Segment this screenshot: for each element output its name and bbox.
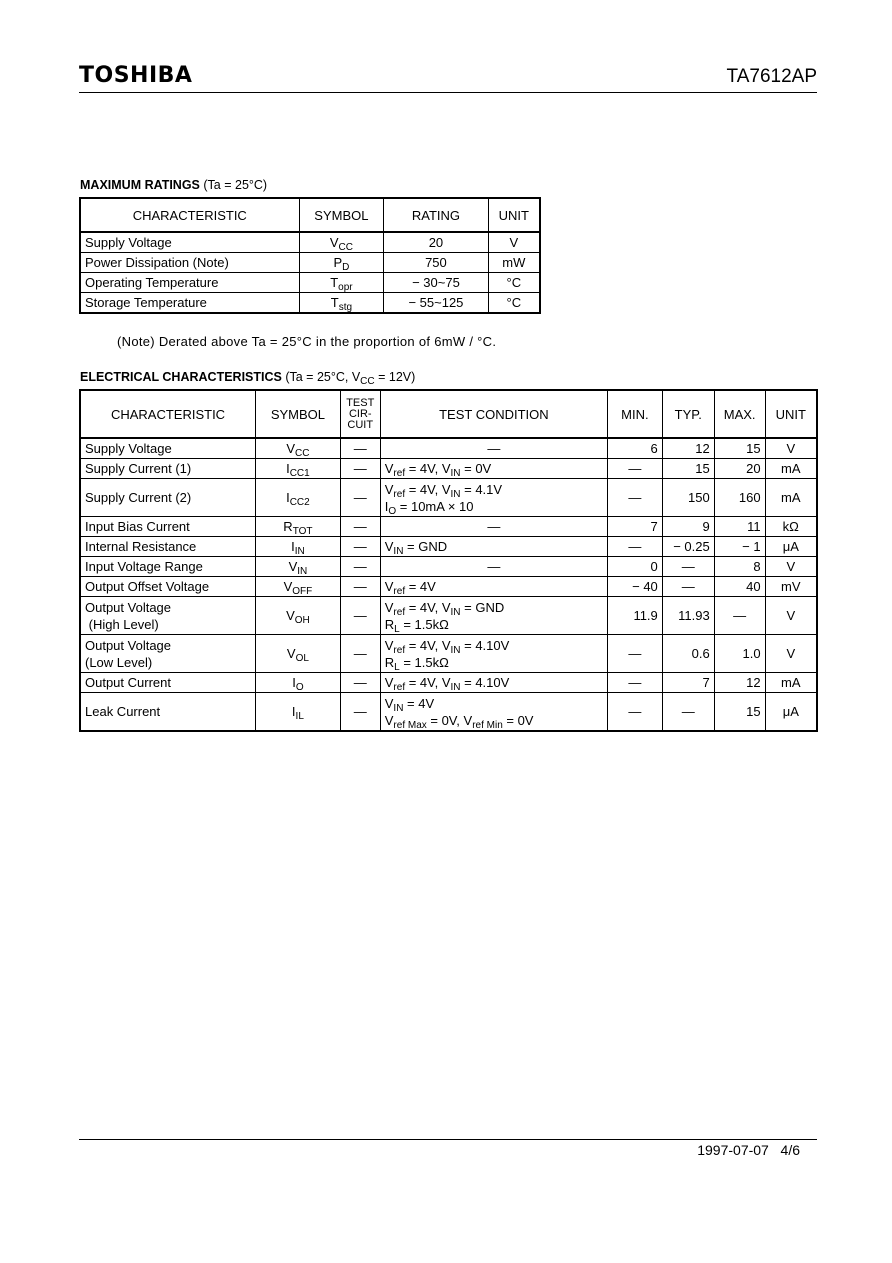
table-row — [80, 517, 817, 537]
cell-characteristic: Leak Current — [80, 693, 256, 732]
cell-condition: $V_{ref} = 4V$, $V_{IN}$ = GND $R_L = 1.5k\Omega$ — [380, 597, 607, 635]
part-number: TA7612AP — [726, 66, 817, 87]
col-symbol: SYMBOL — [299, 198, 384, 232]
derating-note: (Note) Derated above Ta = 25°C in the proportion of 6mW / °C. — [117, 334, 497, 349]
cell-max: 15 — [714, 438, 765, 459]
cell-circuit: — — [340, 597, 380, 635]
cell-unit: V — [765, 635, 817, 673]
table-row — [80, 459, 817, 479]
cell-unit: °C — [488, 293, 540, 314]
table-row — [80, 273, 540, 293]
cell-condition: $V_{ref} = 4V$, $V_{IN} = 4.1V$ $I_O = 10mA \times 10$ — [380, 479, 607, 517]
table-header-row — [80, 198, 540, 232]
footer-date: 1997-07-07 — [697, 1142, 769, 1158]
cell-typ: 0.6 — [662, 635, 714, 673]
cell-symbol: $V_{OH}$ — [256, 597, 341, 635]
cell-symbol: $R_{TOT}$ — [256, 517, 341, 537]
table-row — [80, 253, 540, 273]
cell-condition: $V_{ref} = 4V$ — [380, 577, 607, 597]
cell-circuit: — — [340, 635, 380, 673]
table-row — [80, 597, 817, 635]
cell-circuit: — — [340, 693, 380, 732]
cell-typ: − 0.25 — [662, 537, 714, 557]
cell-unit: μA — [765, 693, 817, 732]
cell-characteristic: Output Current — [80, 673, 256, 693]
table-header-row — [80, 390, 817, 438]
page-header — [79, 62, 817, 93]
cell-min: 0 — [607, 557, 662, 577]
cell-rating: 750 — [384, 253, 488, 273]
cell-typ: 12 — [662, 438, 714, 459]
table-row — [80, 232, 540, 253]
cell-max: − 1 — [714, 537, 765, 557]
cell-unit: μA — [765, 537, 817, 557]
col-characteristic: CHARACTERISTIC — [80, 198, 299, 232]
cell-symbol: $I_{CC1}$ — [256, 459, 341, 479]
cell-typ: 15 — [662, 459, 714, 479]
cell-min: — — [607, 537, 662, 557]
cell-max: 20 — [714, 459, 765, 479]
cell-circuit: — — [340, 459, 380, 479]
cell-typ: 9 — [662, 517, 714, 537]
cell-typ: 11.93 — [662, 597, 714, 635]
cell-typ: 150 — [662, 479, 714, 517]
cell-characteristic: Power Dissipation (Note) — [80, 253, 299, 273]
table-row — [80, 577, 817, 597]
col-unit: UNIT — [765, 390, 817, 438]
table-row — [80, 673, 817, 693]
cell-max: 15 — [714, 693, 765, 732]
cell-min: — — [607, 479, 662, 517]
cell-min: — — [607, 673, 662, 693]
table-row — [80, 693, 817, 732]
cell-unit: V — [765, 438, 817, 459]
cell-rating: 20 — [384, 232, 488, 253]
cell-circuit: — — [340, 557, 380, 577]
col-max: MAX. — [714, 390, 765, 438]
cell-condition: $V_{ref} = 4V$, $V_{IN} = 4.10V$ $R_L = 1.5k\Omega$ — [380, 635, 607, 673]
cell-symbol: $V_{OL}$ — [256, 635, 341, 673]
cell-circuit: — — [340, 673, 380, 693]
cell-rating: − 30~75 — [384, 273, 488, 293]
cell-circuit: — — [340, 577, 380, 597]
cell-unit: V — [765, 597, 817, 635]
cell-max: 12 — [714, 673, 765, 693]
cell-symbol: $T_{stg}$ — [299, 293, 384, 314]
cell-typ: — — [662, 557, 714, 577]
col-unit: UNIT — [488, 198, 540, 232]
cell-condition: — — [380, 557, 607, 577]
cell-unit: V — [488, 232, 540, 253]
cell-characteristic: Input Bias Current — [80, 517, 256, 537]
max-ratings-condition: (Ta = 25°C) — [203, 178, 268, 192]
cell-condition: $V_{ref} = 4V$, $V_{IN} = 4.10V$ — [380, 673, 607, 693]
cell-symbol: $I_{CC2}$ — [256, 479, 341, 517]
cell-symbol: $I_{IN}$ — [256, 537, 341, 557]
cell-typ: — — [662, 693, 714, 732]
cell-max: 1.0 — [714, 635, 765, 673]
table-row — [80, 635, 817, 673]
cell-max: 11 — [714, 517, 765, 537]
cell-circuit: — — [340, 517, 380, 537]
table-row — [80, 438, 817, 459]
cell-circuit: — — [340, 479, 380, 517]
cell-unit: mA — [765, 459, 817, 479]
cell-unit: mW — [488, 253, 540, 273]
cell-characteristic: Supply Current (1) — [80, 459, 256, 479]
electrical-table — [79, 389, 818, 732]
table-row — [80, 557, 817, 577]
cell-min: 6 — [607, 438, 662, 459]
cell-max: 8 — [714, 557, 765, 577]
cell-characteristic: Internal Resistance — [80, 537, 256, 557]
max-ratings-table — [79, 197, 541, 314]
cell-typ: 7 — [662, 673, 714, 693]
cell-max: 40 — [714, 577, 765, 597]
col-test-condition: TEST CONDITION — [380, 390, 607, 438]
col-rating: RATING — [384, 198, 488, 232]
max-ratings-title: MAXIMUM RATINGS (Ta = 25°C) — [80, 178, 268, 192]
col-min: MIN. — [607, 390, 662, 438]
cell-circuit: — — [340, 537, 380, 557]
table-row — [80, 293, 540, 314]
cell-condition: $V_{IN} = 4V$ $V_{ref Max} = 0V$, $V_{ref Min} = 0V$ — [380, 693, 607, 732]
footer-page-number: 4/6 — [780, 1142, 800, 1158]
cell-unit: V — [765, 557, 817, 577]
cell-min: 11.9 — [607, 597, 662, 635]
cell-characteristic: Output Voltage (High Level) — [80, 597, 256, 635]
cell-condition: — — [380, 438, 607, 459]
electrical-condition: (Ta = 25°C, $V_{CC} = 12V$) — [285, 370, 416, 387]
cell-characteristic: Storage Temperature — [80, 293, 299, 314]
cell-min: — — [607, 693, 662, 732]
cell-unit: °C — [488, 273, 540, 293]
col-test-circuit: TEST CIR- CUIT — [340, 390, 380, 438]
cell-symbol: $T_{opr}$ — [299, 273, 384, 293]
cell-symbol: $V_{OFF}$ — [256, 577, 341, 597]
cell-rating: − 55~125 — [384, 293, 488, 314]
cell-characteristic: Operating Temperature — [80, 273, 299, 293]
table-row — [80, 479, 817, 517]
cell-max: 160 — [714, 479, 765, 517]
cell-min: — — [607, 459, 662, 479]
col-symbol: SYMBOL — [256, 390, 341, 438]
cell-circuit: — — [340, 438, 380, 459]
cell-unit: mA — [765, 479, 817, 517]
table-row — [80, 537, 817, 557]
cell-unit: kΩ — [765, 517, 817, 537]
cell-unit: mV — [765, 577, 817, 597]
page-footer — [697, 1142, 800, 1158]
cell-min: — — [607, 635, 662, 673]
cell-min: − 40 — [607, 577, 662, 597]
cell-characteristic: Output Voltage (Low Level) — [80, 635, 256, 673]
cell-symbol: $P_D$ — [299, 253, 384, 273]
cell-symbol: $I_{IL}$ — [256, 693, 341, 732]
col-characteristic: CHARACTERISTIC — [80, 390, 256, 438]
cell-typ: — — [662, 577, 714, 597]
cell-characteristic: Output Offset Voltage — [80, 577, 256, 597]
cell-min: 7 — [607, 517, 662, 537]
cell-condition: — — [380, 517, 607, 537]
cell-symbol: $V_{IN}$ — [256, 557, 341, 577]
footer-divider — [79, 1139, 817, 1140]
cell-max: — — [714, 597, 765, 635]
cell-symbol: $I_O$ — [256, 673, 341, 693]
cell-symbol: $V_{CC}$ — [256, 438, 341, 459]
cell-symbol: $V_{CC}$ — [299, 232, 384, 253]
electrical-title: ELECTRICAL CHARACTERISTICS (Ta = 25°C, $V_{CC} = 12V$) — [80, 370, 416, 387]
cell-characteristic: Input Voltage Range — [80, 557, 256, 577]
cell-characteristic: Supply Current (2) — [80, 479, 256, 517]
cell-condition: $V_{ref} = 4V$, $V_{IN} = 0V$ — [380, 459, 607, 479]
cell-characteristic: Supply Voltage — [80, 438, 256, 459]
brand-logo: TOSHIBA — [79, 63, 193, 88]
col-typ: TYP. — [662, 390, 714, 438]
cell-condition: $V_{IN}$ = GND — [380, 537, 607, 557]
cell-unit: mA — [765, 673, 817, 693]
cell-characteristic: Supply Voltage — [80, 232, 299, 253]
